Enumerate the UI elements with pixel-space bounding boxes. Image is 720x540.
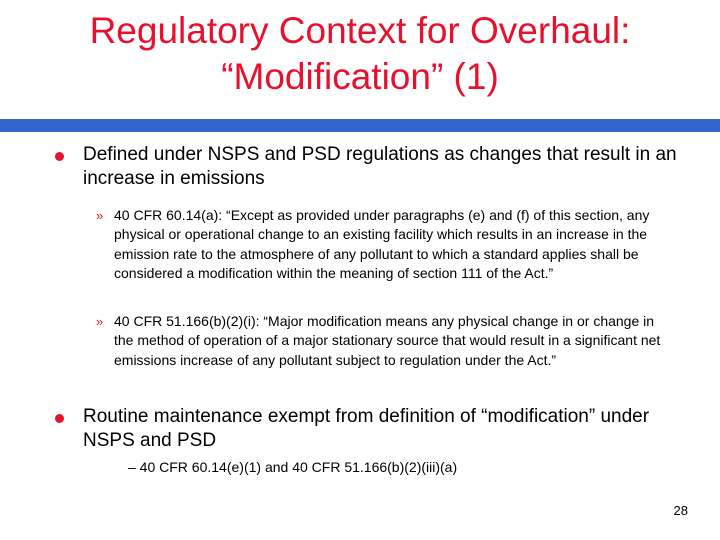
sub-item-40cfr60-14a: 40 CFR 60.14(a): “Except as provided under paragraphs (e) and (f) of this section, any physical or operational change to an existing facility which results in an increase in the emission rate to the atmosphere of any pollutant to which a standard applies shall be considered a modification within the meaning of section 111 of the Act.” bbox=[114, 207, 650, 282]
slide-title-line-1: Regulatory Context for Overhaul: bbox=[89, 10, 631, 51]
slide-title-line-2: “Modification” (1) bbox=[221, 56, 499, 97]
bullet-1-text: Defined under NSPS and PSD regulations as changes that result in an increase in emissions bbox=[83, 144, 677, 189]
slide-title bbox=[0, 8, 720, 100]
title-divider-bar bbox=[0, 119, 720, 132]
bullet-dot-icon bbox=[55, 152, 64, 161]
bullet-2-text: Routine maintenance exempt from definition of “modification” under NSPS and PSD bbox=[83, 406, 650, 451]
page-number: 28 bbox=[673, 503, 688, 518]
sub-bullet-arrow-icon: » bbox=[96, 208, 104, 223]
sub-item-citation: – 40 CFR 60.14(e)(1) and 40 CFR 51.166(b)(2)(iii)(a) bbox=[128, 459, 458, 475]
sub-item-40cfr51-166: 40 CFR 51.166(b)(2)(i): “Major modification means any physical change in or change in the method of operation of a major stationary source that would result in a significant net emissions increase of any pollutant subject to regulation under the Act.” bbox=[114, 313, 661, 368]
bullet-dot-icon bbox=[55, 414, 64, 423]
sub-bullet-arrow-icon: » bbox=[96, 314, 104, 329]
